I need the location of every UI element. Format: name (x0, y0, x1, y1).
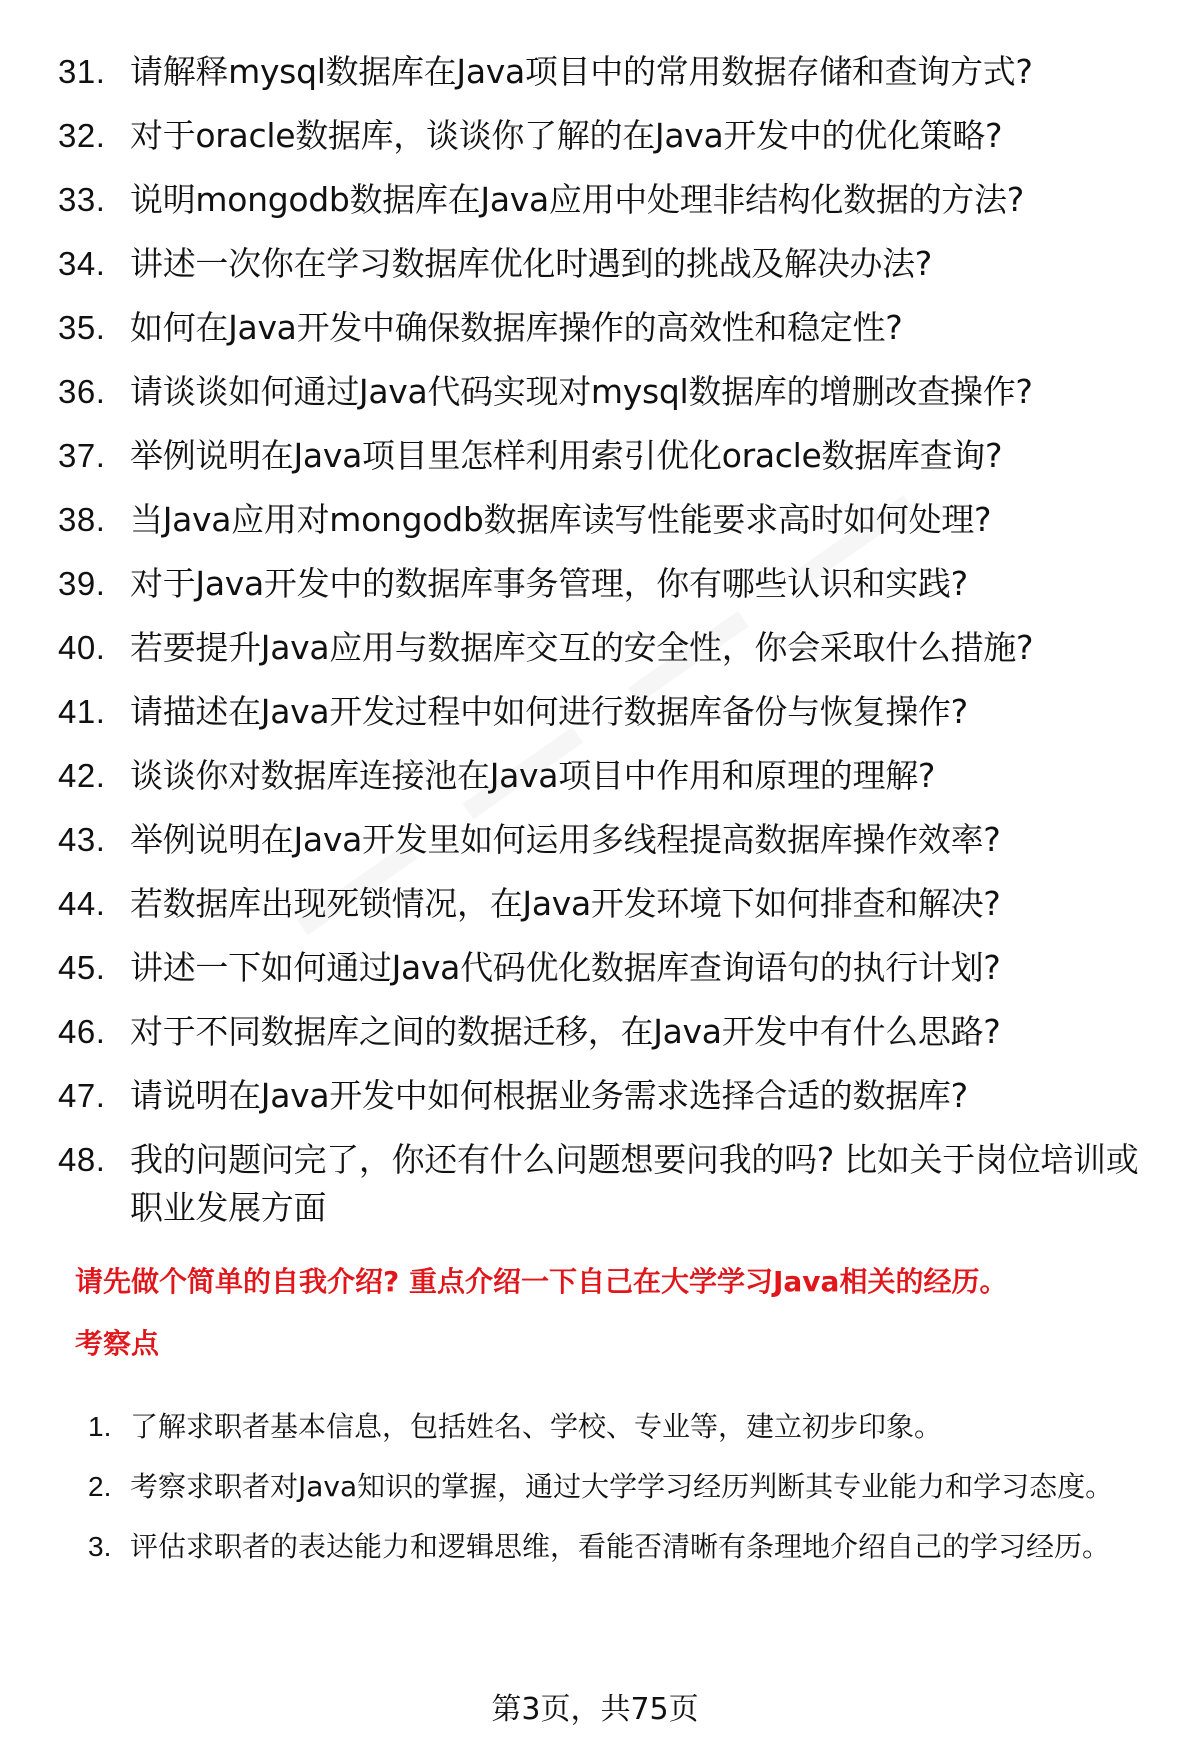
list-item (0, 688, 1190, 752)
question-text: 请说明在Java开发中如何根据业务需求选择合适的数据库? (130, 1076, 968, 1115)
list-item (0, 1457, 1190, 1517)
list-item (0, 304, 1190, 368)
point-text: 评估求职者的表达能力和逻辑思维，看能否清晰有条理地介绍自己的学习经历。 (130, 1530, 1111, 1563)
question-text: 请描述在Java开发过程中如何进行数据库备份与恢复操作? (130, 692, 968, 731)
list-item (0, 1008, 1190, 1072)
question-number: 31. (58, 53, 106, 90)
question-number: 44. (58, 885, 106, 922)
list-item (0, 240, 1190, 304)
list-item (0, 176, 1190, 240)
list-item (0, 624, 1190, 688)
list-item (0, 432, 1190, 496)
question-number: 47. (58, 1077, 106, 1114)
question-number: 32. (58, 117, 106, 154)
question-list (0, 48, 1190, 1232)
question-number: 41. (58, 693, 106, 730)
list-item (0, 48, 1190, 112)
question-text: 若数据库出现死锁情况，在Java开发环境下如何排查和解决? (130, 884, 1001, 923)
question-text: 举例说明在Java项目里怎样利用索引优化oracle数据库查询? (130, 436, 1003, 475)
question-text: 若要提升Java应用与数据库交互的安全性，你会采取什么措施? (130, 628, 1034, 667)
question-text: 请解释mysql数据库在Java项目中的常用数据存储和查询方式? (130, 52, 1033, 91)
list-item (0, 816, 1190, 880)
question-text: 我的问题问完了，你还有什么问题想要问我的吗? 比如关于岗位培训或职业发展方面 (130, 1140, 1139, 1227)
question-number: 37. (58, 437, 106, 474)
list-item (0, 496, 1190, 560)
question-text: 如何在Java开发中确保数据库操作的高效性和稳定性? (130, 308, 903, 347)
question-number: 45. (58, 949, 106, 986)
question-text: 说明mongodb数据库在Java应用中处理非结构化数据的方法? (130, 180, 1024, 219)
question-text: 谈谈你对数据库连接池在Java项目中作用和原理的理解? (130, 756, 936, 795)
question-number: 39. (58, 565, 106, 602)
question-number: 33. (58, 181, 106, 218)
list-item (0, 752, 1190, 816)
point-text: 考察求职者对Java知识的掌握，通过大学学习经历判断其专业能力和学习态度。 (130, 1470, 1114, 1503)
point-text: 了解求职者基本信息，包括姓名、学校、专业等，建立初步印象。 (130, 1410, 943, 1443)
list-item (0, 880, 1190, 944)
question-text: 当Java应用对mongodb数据库读写性能要求高时如何处理? (130, 500, 992, 539)
page-number-footer: 第3页，共75页 (491, 1692, 699, 1727)
point-number: 2. (88, 1471, 112, 1502)
question-number: 40. (58, 629, 106, 666)
question-number: 46. (58, 1013, 106, 1050)
list-item (0, 1136, 1190, 1232)
question-number: 42. (58, 757, 106, 794)
point-number: 3. (88, 1531, 112, 1562)
list-item (0, 1517, 1190, 1577)
question-text: 讲述一下如何通过Java代码优化数据库查询语句的执行计划? (130, 948, 1001, 987)
question-text: 讲述一次你在学习数据库优化时遇到的挑战及解决办法? (130, 244, 933, 283)
question-text: 对于不同数据库之间的数据迁移，在Java开发中有什么思路? (130, 1012, 1001, 1051)
question-number: 34. (58, 245, 106, 282)
question-text: 对于Java开发中的数据库事务管理，你有哪些认识和实践? (130, 564, 968, 603)
assessment-points-list (0, 1397, 1190, 1577)
list-item (0, 1397, 1190, 1457)
list-item (0, 1072, 1190, 1136)
list-item (0, 560, 1190, 624)
highlight-question: 请先做个简单的自我介绍? 重点介绍一下自己在大学学习Java相关的经历。 (75, 1265, 1008, 1298)
point-number: 1. (88, 1411, 112, 1442)
question-number: 43. (58, 821, 106, 858)
list-item (0, 368, 1190, 432)
question-text: 举例说明在Java开发里如何运用多线程提高数据库操作效率? (130, 820, 1001, 859)
question-text: 请谈谈如何通过Java代码实现对mysql数据库的增删改查操作? (130, 372, 1033, 411)
question-number: 48. (58, 1141, 106, 1178)
question-number: 36. (58, 373, 106, 410)
list-item (0, 944, 1190, 1008)
list-item (0, 112, 1190, 176)
question-text: 对于oracle数据库，谈谈你了解的在Java开发中的优化策略? (130, 116, 1003, 155)
section-heading: 考察点 (75, 1327, 160, 1360)
question-number: 38. (58, 501, 106, 538)
question-number: 35. (58, 309, 106, 346)
